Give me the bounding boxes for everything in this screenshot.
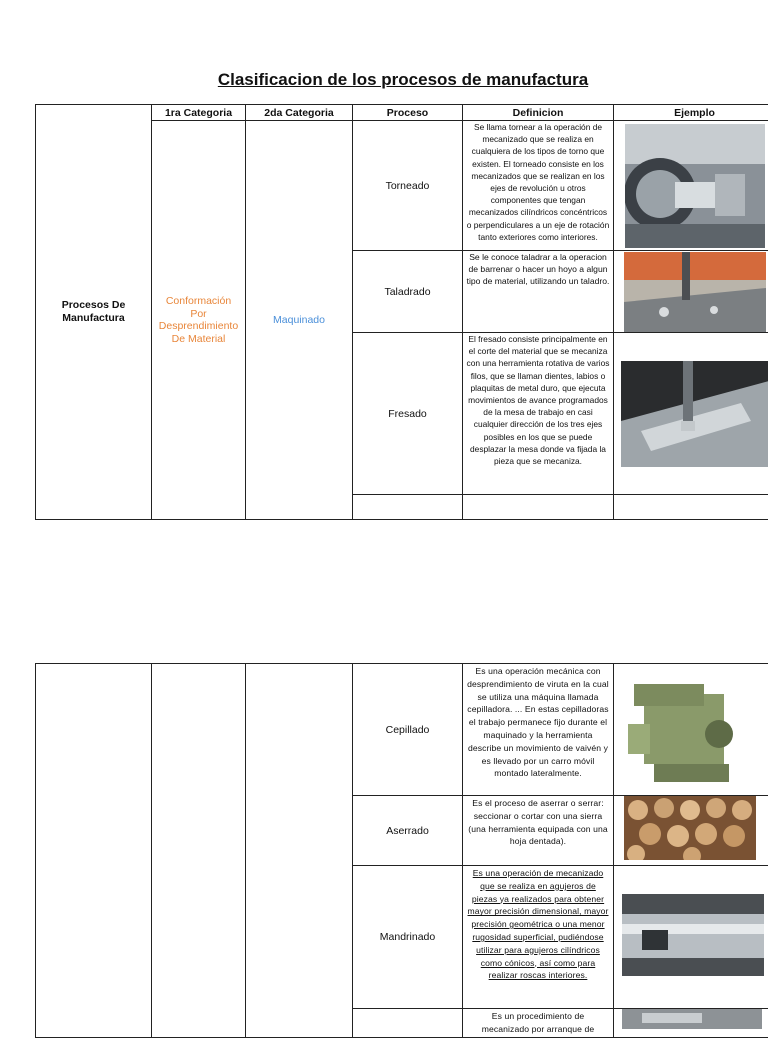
- category2-label: Maquinado: [246, 314, 352, 326]
- lathe-photo-icon: [625, 124, 765, 248]
- page-title: Clasificacion de los procesos de manufactura: [0, 70, 768, 90]
- definicion-taladrado: Se le conoce taladrar a la operacion de barrenar o hacer un hoyo a algun tipo de material, utilizando un taladro.: [463, 251, 614, 333]
- definicion-aserrado: Es el proceso de aserrar o serrar: seccionar o cortar con una sierra (una herramienta equipada con una hoja dentada).: [463, 796, 614, 866]
- proceso-torneado: Torneado: [353, 121, 463, 251]
- definicion-mandrinado: Es una operación de mecanizado que se realiza en agujeros de piezas ya realizados para obtener mayor precisión dimensional, mayor precisión geométrica o una menor rugosidad superficial, pudiéndose utilizar para agujeros cilíndricos como cónicos, así como para realizar roscas interiores.: [463, 866, 614, 1009]
- proceso-partial: [353, 1009, 463, 1038]
- header-definicion: Definicion: [463, 105, 614, 121]
- definicion-torneado: Se llama tornear a la operación de mecanizado que se realiza en cualquiera de los tipos de torno que existen. El torneado consiste en los mecanizados que se realizan en los ejes de revolución u otros componentes que tengan mecanizados cilíndricos concéntricos o perpendiculares a un eje de rotación tanto exteriores como interiores.: [463, 121, 614, 251]
- definicion-cepillado: Es una operación mecánica con desprendimiento de viruta en la cual se utiliza una máquina llamada cepilladora. ... En estas cepilladoras el trabajo permanece fijo durante el maquinado y la herramienta describe un movimiento de vaivén y es llevado por un carro móvil montado lateralmente.: [463, 664, 614, 796]
- empty-cell: [614, 495, 768, 520]
- header-proceso: Proceso: [353, 105, 463, 121]
- ejemplo-taladrado: [614, 251, 768, 333]
- proceso-cepillado: Cepillado: [353, 664, 463, 796]
- definicion-fresado: El fresado consiste principalmente en el corte del material que se mecaniza con una herramienta rotativa de varios filos, que se llaman dientes, labios o plaquitas de metal duro, que ejecuta movimientos de avance programados de la mesa de trabajo en casi cualquier dirección de los tres ejes posibles en los que se puede desplazar la mesa donde va fijada la pieza que se mecaniza.: [463, 333, 614, 495]
- header-ejemplo: Ejemplo: [614, 105, 768, 121]
- group-cell-blank: [36, 664, 152, 1038]
- ejemplo-fresado: [614, 333, 768, 495]
- proceso-taladrado: Taladrado: [353, 251, 463, 333]
- shaper-photo-icon: [624, 664, 744, 790]
- boring-bar-photo-icon: [622, 894, 764, 976]
- ejemplo-torneado: [614, 121, 768, 251]
- proceso-aserrado: Aserrado: [353, 796, 463, 866]
- definicion-partial: Es un procedimiento de mecanizado por arranque de: [463, 1009, 614, 1038]
- category1-cell: [152, 121, 246, 520]
- empty-cell: [463, 495, 614, 520]
- ejemplo-aserrado: [614, 796, 768, 866]
- header-cat1: 1ra Categoria: [152, 105, 246, 121]
- process-table-2: [35, 663, 768, 1038]
- proceso-fresado: Fresado: [353, 333, 463, 495]
- header-cat2: 2da Categoria: [246, 105, 353, 121]
- ejemplo-cepillado: [614, 664, 768, 796]
- category2-cell: [246, 121, 353, 520]
- category2-cell-blank: [246, 664, 353, 1038]
- empty-cell: [353, 495, 463, 520]
- drill-photo-icon: [624, 252, 766, 332]
- category1-label: Conformación Por Desprendimiento De Material: [152, 295, 245, 345]
- ejemplo-mandrinado: [614, 866, 768, 1009]
- sawn-logs-photo-icon: [624, 796, 756, 860]
- milling-photo-icon: [621, 361, 768, 467]
- proceso-mandrinado: Mandrinado: [353, 866, 463, 1009]
- group-label: Procesos De Manufactura: [36, 299, 151, 325]
- process-table-1: [35, 104, 768, 520]
- category1-cell-blank: [152, 664, 246, 1038]
- partial-photo-icon: [622, 1009, 762, 1029]
- group-label-cell: [36, 105, 152, 520]
- ejemplo-partial: [614, 1009, 768, 1038]
